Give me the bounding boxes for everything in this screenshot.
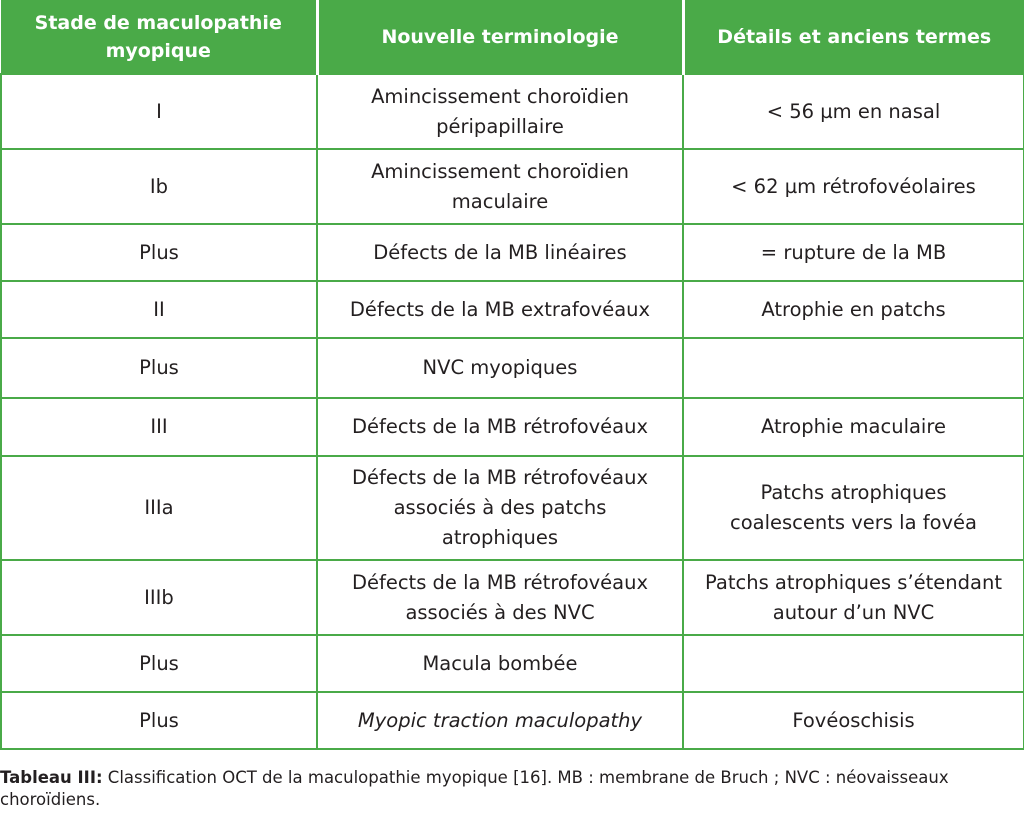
- cell-stage: II: [1, 281, 317, 338]
- table-header-row: [1, 0, 1024, 74]
- table-row: [1, 281, 1024, 338]
- cell-stage: Plus: [1, 635, 317, 692]
- table-row: [1, 635, 1024, 692]
- cell-stage: Plus: [1, 338, 317, 398]
- cell-terminology: Amincissement choroïdien maculaire: [317, 149, 683, 224]
- cell-details: = rupture de la MB: [683, 224, 1024, 281]
- table-row: [1, 456, 1024, 560]
- cell-terminology: NVC myopiques: [317, 338, 683, 398]
- table-row: [1, 398, 1024, 456]
- cell-terminology: Défects de la MB rétrofovéaux: [317, 398, 683, 456]
- cell-terminology: Macula bombée: [317, 635, 683, 692]
- cell-details: Patchs atrophiques coalescents vers la fovéa: [683, 456, 1024, 560]
- cell-details: Atrophie en patchs: [683, 281, 1024, 338]
- cell-terminology: Défects de la MB linéaires: [317, 224, 683, 281]
- header-terminology: Nouvelle terminologie: [317, 0, 683, 74]
- table-row: [1, 560, 1024, 635]
- cell-terminology: Défects de la MB rétrofovéaux associés à des patchs atrophiques: [317, 456, 683, 560]
- header-details: Détails et anciens termes: [683, 0, 1024, 74]
- caption-text: Classification OCT de la maculopathie myopique [16]. MB : membrane de Bruch ; NVC : néovaisseaux choroïdiens.: [0, 768, 949, 809]
- cell-stage: I: [1, 74, 317, 149]
- cell-stage: Plus: [1, 224, 317, 281]
- cell-stage: IIIa: [1, 456, 317, 560]
- cell-details: < 56 µm en nasal: [683, 74, 1024, 149]
- cell-details: [683, 338, 1024, 398]
- table-row: [1, 338, 1024, 398]
- cell-terminology: Amincissement choroïdien péripapillaire: [317, 74, 683, 149]
- cell-stage: IIIb: [1, 560, 317, 635]
- cell-stage: Plus: [1, 692, 317, 749]
- cell-terminology: Défects de la MB extrafovéaux: [317, 281, 683, 338]
- cell-details: Fovéoschisis: [683, 692, 1024, 749]
- table-caption: [0, 767, 1020, 811]
- cell-stage: Ib: [1, 149, 317, 224]
- cell-stage: III: [1, 398, 317, 456]
- header-stage: Stade de maculopathie myopique: [1, 0, 317, 74]
- table-row: [1, 74, 1024, 149]
- cell-terminology: Défects de la MB rétrofovéaux associés à des NVC: [317, 560, 683, 635]
- cell-details: [683, 635, 1024, 692]
- table-row: [1, 692, 1024, 749]
- table-row: [1, 149, 1024, 224]
- caption-label: Tableau III:: [0, 768, 103, 787]
- cell-details: < 62 µm rétrofovéolaires: [683, 149, 1024, 224]
- table-row: [1, 224, 1024, 281]
- cell-terminology: Myopic traction maculopathy: [317, 692, 683, 749]
- cell-details: Patchs atrophiques s’étendant autour d’un NVC: [683, 560, 1024, 635]
- cell-details: Atrophie maculaire: [683, 398, 1024, 456]
